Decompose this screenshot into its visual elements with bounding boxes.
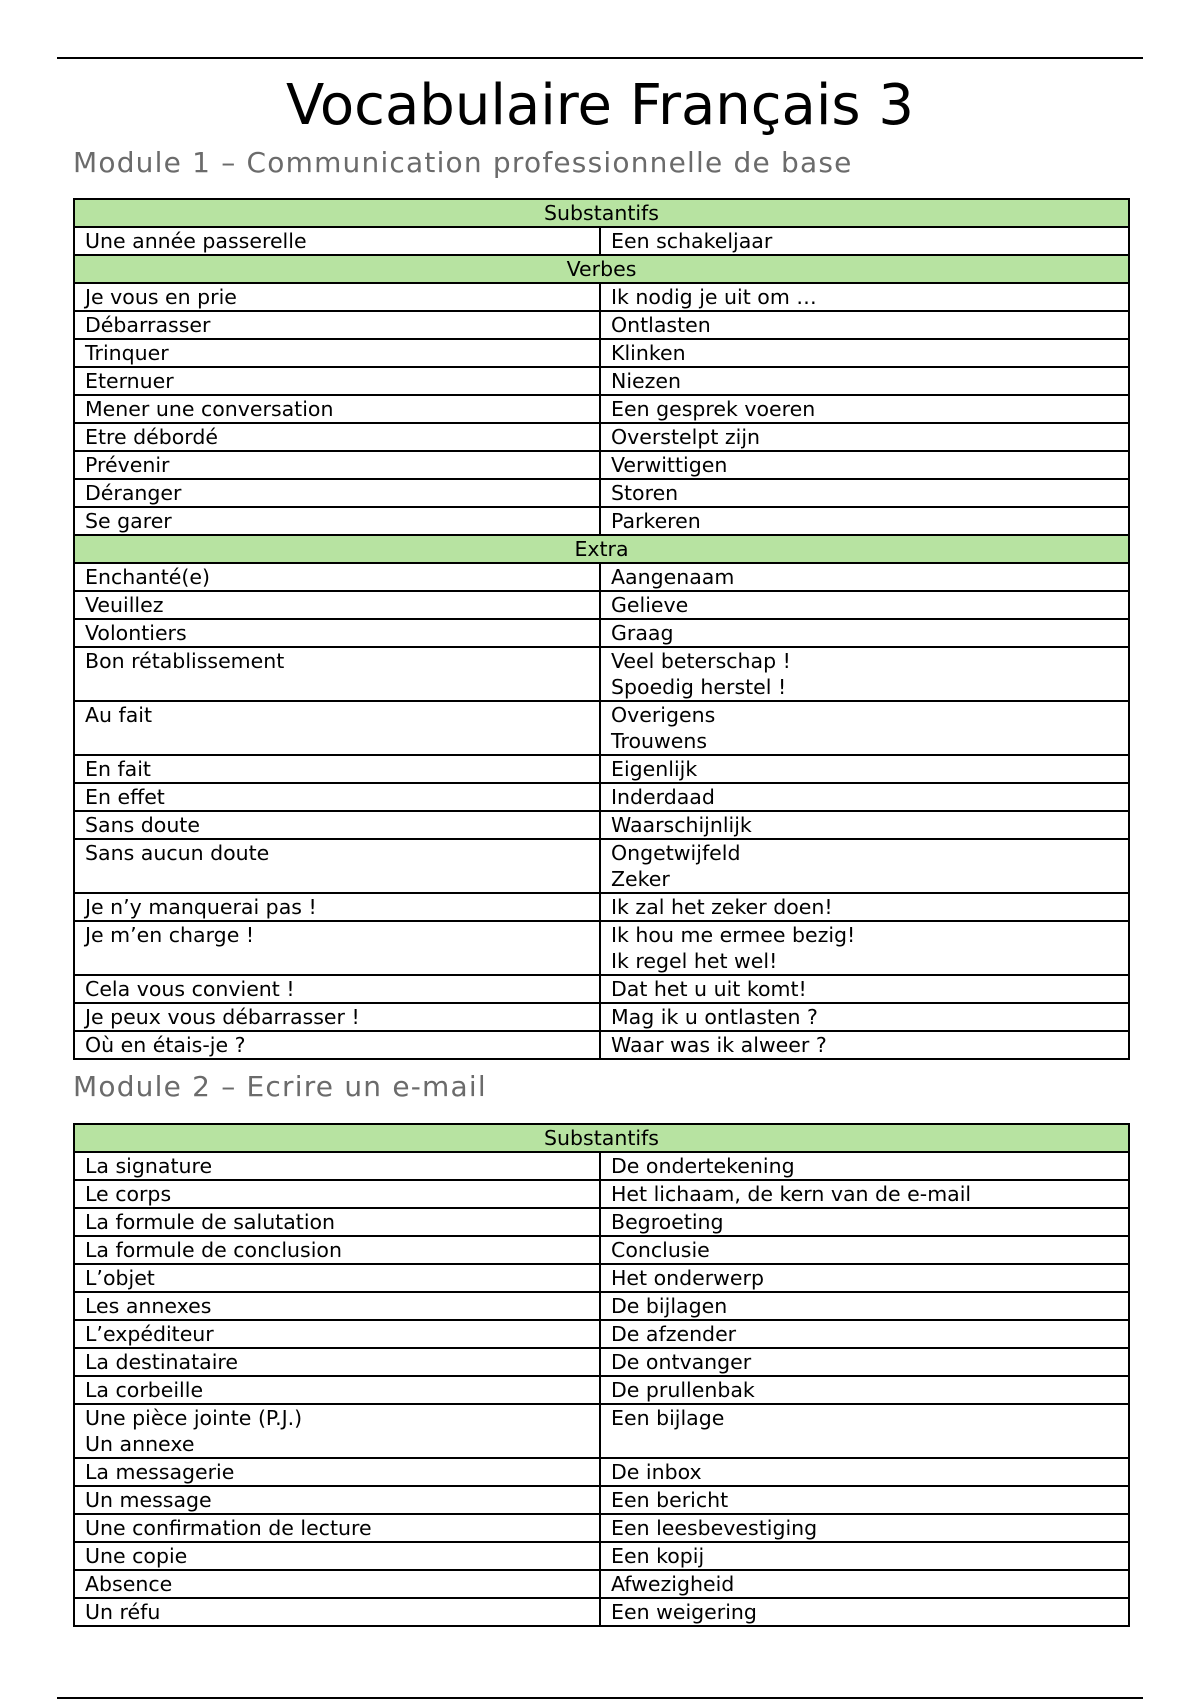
dutch-translation: Ik zal het zeker doen! (600, 893, 1129, 921)
french-term: Absence (74, 1570, 600, 1598)
section-header-row (74, 199, 1129, 227)
french-term: Prévenir (74, 451, 600, 479)
dutch-translation: Waarschijnlijk (600, 811, 1129, 839)
french-term: En effet (74, 783, 600, 811)
dutch-translation: Gelieve (600, 591, 1129, 619)
top-rule (57, 57, 1143, 59)
vocab-row (74, 1570, 1129, 1598)
module-2-vocab-table (73, 1123, 1130, 1627)
vocab-row (74, 227, 1129, 255)
dutch-translation: Ik nodig je uit om … (600, 283, 1129, 311)
vocab-row (74, 1320, 1129, 1348)
dutch-translation: De ontvanger (600, 1348, 1129, 1376)
document-title: Vocabulaire Français 3 (285, 73, 915, 138)
dutch-translation: De prullenbak (600, 1376, 1129, 1404)
vocab-row (74, 563, 1129, 591)
module-1-heading: Module 1 – Communication professionnelle de base (73, 146, 853, 179)
section-label: Extra (74, 535, 1129, 563)
french-term: Trinquer (74, 339, 600, 367)
dutch-translation: Storen (600, 479, 1129, 507)
dutch-translation: Klinken (600, 339, 1129, 367)
french-term: Une pièce jointe (P.J.) Un annexe (74, 1404, 600, 1458)
dutch-translation: Ik hou me ermee bezig! Ik regel het wel! (600, 921, 1129, 975)
french-term: La corbeille (74, 1376, 600, 1404)
french-term: Cela vous convient ! (74, 975, 600, 1003)
french-term: Se garer (74, 507, 600, 535)
section-header-row (74, 535, 1129, 563)
vocab-row (74, 395, 1129, 423)
french-term: Sans doute (74, 811, 600, 839)
dutch-translation: Een weigering (600, 1598, 1129, 1626)
vocab-row (74, 1152, 1129, 1180)
dutch-translation: De bijlagen (600, 1292, 1129, 1320)
module-1-vocab-table (73, 198, 1130, 1060)
vocab-row (74, 1598, 1129, 1626)
dutch-translation: Overstelpt zijn (600, 423, 1129, 451)
vocab-row (74, 1376, 1129, 1404)
vocab-row (74, 1236, 1129, 1264)
dutch-translation: Ontlasten (600, 311, 1129, 339)
french-term: La messagerie (74, 1458, 600, 1486)
french-term: La signature (74, 1152, 600, 1180)
vocab-row (74, 783, 1129, 811)
bottom-rule (57, 1697, 1143, 1699)
vocab-row (74, 701, 1129, 755)
module-2-heading: Module 2 – Ecrire un e-mail (73, 1070, 487, 1103)
section-header-row (74, 255, 1129, 283)
vocab-row (74, 1003, 1129, 1031)
dutch-translation: Mag ik u ontlasten ? (600, 1003, 1129, 1031)
dutch-translation: De afzender (600, 1320, 1129, 1348)
vocab-row (74, 1458, 1129, 1486)
french-term: Etre débordé (74, 423, 600, 451)
vocab-row (74, 1542, 1129, 1570)
vocab-row (74, 479, 1129, 507)
vocab-row (74, 1404, 1129, 1458)
dutch-translation: Niezen (600, 367, 1129, 395)
french-term: Un réfu (74, 1598, 600, 1626)
vocab-row (74, 647, 1129, 701)
french-term: L’objet (74, 1264, 600, 1292)
vocab-row (74, 921, 1129, 975)
vocab-row (74, 367, 1129, 395)
dutch-translation: Eigenlijk (600, 755, 1129, 783)
french-term: Les annexes (74, 1292, 600, 1320)
vocab-row (74, 893, 1129, 921)
dutch-translation: Een leesbevestiging (600, 1514, 1129, 1542)
vocab-row (74, 507, 1129, 535)
section-label: Substantifs (74, 1124, 1129, 1152)
section-label: Substantifs (74, 199, 1129, 227)
dutch-translation: Conclusie (600, 1236, 1129, 1264)
french-term: Je vous en prie (74, 283, 600, 311)
vocab-row (74, 975, 1129, 1003)
french-term: Une confirmation de lecture (74, 1514, 600, 1542)
dutch-translation: Waar was ik alweer ? (600, 1031, 1129, 1059)
french-term: La formule de salutation (74, 1208, 600, 1236)
vocab-row (74, 1514, 1129, 1542)
french-term: Mener une conversation (74, 395, 600, 423)
french-term: La formule de conclusion (74, 1236, 600, 1264)
french-term: Une année passerelle (74, 227, 600, 255)
dutch-translation: Een gesprek voeren (600, 395, 1129, 423)
french-term: Veuillez (74, 591, 600, 619)
french-term: Où en étais-je ? (74, 1031, 600, 1059)
vocab-row (74, 839, 1129, 893)
vocab-row (74, 755, 1129, 783)
vocab-row (74, 1264, 1129, 1292)
dutch-translation: Ongetwijfeld Zeker (600, 839, 1129, 893)
vocab-row (74, 423, 1129, 451)
french-term: Au fait (74, 701, 600, 755)
dutch-translation: Aangenaam (600, 563, 1129, 591)
french-term: L’expéditeur (74, 1320, 600, 1348)
french-term: Le corps (74, 1180, 600, 1208)
french-term: Débarrasser (74, 311, 600, 339)
dutch-translation: Het lichaam, de kern van de e-mail (600, 1180, 1129, 1208)
french-term: Bon rétablissement (74, 647, 600, 701)
vocab-row (74, 1486, 1129, 1514)
vocab-row (74, 451, 1129, 479)
french-term: Enchanté(e) (74, 563, 600, 591)
dutch-translation: Graag (600, 619, 1129, 647)
french-term: Je m’en charge ! (74, 921, 600, 975)
french-term: En fait (74, 755, 600, 783)
dutch-translation: Een bericht (600, 1486, 1129, 1514)
vocab-row (74, 1208, 1129, 1236)
section-label: Verbes (74, 255, 1129, 283)
vocab-row (74, 1031, 1129, 1059)
dutch-translation: Begroeting (600, 1208, 1129, 1236)
french-term: Eternuer (74, 367, 600, 395)
french-term: Déranger (74, 479, 600, 507)
vocab-row (74, 1348, 1129, 1376)
french-term: La destinataire (74, 1348, 600, 1376)
vocab-row (74, 1180, 1129, 1208)
french-term: Un message (74, 1486, 600, 1514)
vocab-row (74, 311, 1129, 339)
dutch-translation: Het onderwerp (600, 1264, 1129, 1292)
dutch-translation: Afwezigheid (600, 1570, 1129, 1598)
dutch-translation: De ondertekening (600, 1152, 1129, 1180)
vocab-row (74, 811, 1129, 839)
dutch-translation: Dat het u uit komt! (600, 975, 1129, 1003)
dutch-translation: De inbox (600, 1458, 1129, 1486)
dutch-translation: Verwittigen (600, 451, 1129, 479)
french-term: Volontiers (74, 619, 600, 647)
dutch-translation: Parkeren (600, 507, 1129, 535)
vocab-row (74, 619, 1129, 647)
vocab-row (74, 339, 1129, 367)
vocab-row (74, 1292, 1129, 1320)
dutch-translation: Inderdaad (600, 783, 1129, 811)
french-term: Une copie (74, 1542, 600, 1570)
dutch-translation: Een kopij (600, 1542, 1129, 1570)
french-term: Je peux vous débarrasser ! (74, 1003, 600, 1031)
dutch-translation: Een bijlage (600, 1404, 1129, 1458)
dutch-translation: Overigens Trouwens (600, 701, 1129, 755)
dutch-translation: Een schakeljaar (600, 227, 1129, 255)
vocab-row (74, 591, 1129, 619)
french-term: Je n’y manquerai pas ! (74, 893, 600, 921)
section-header-row (74, 1124, 1129, 1152)
vocab-row (74, 283, 1129, 311)
dutch-translation: Veel beterschap ! Spoedig herstel ! (600, 647, 1129, 701)
french-term: Sans aucun doute (74, 839, 600, 893)
